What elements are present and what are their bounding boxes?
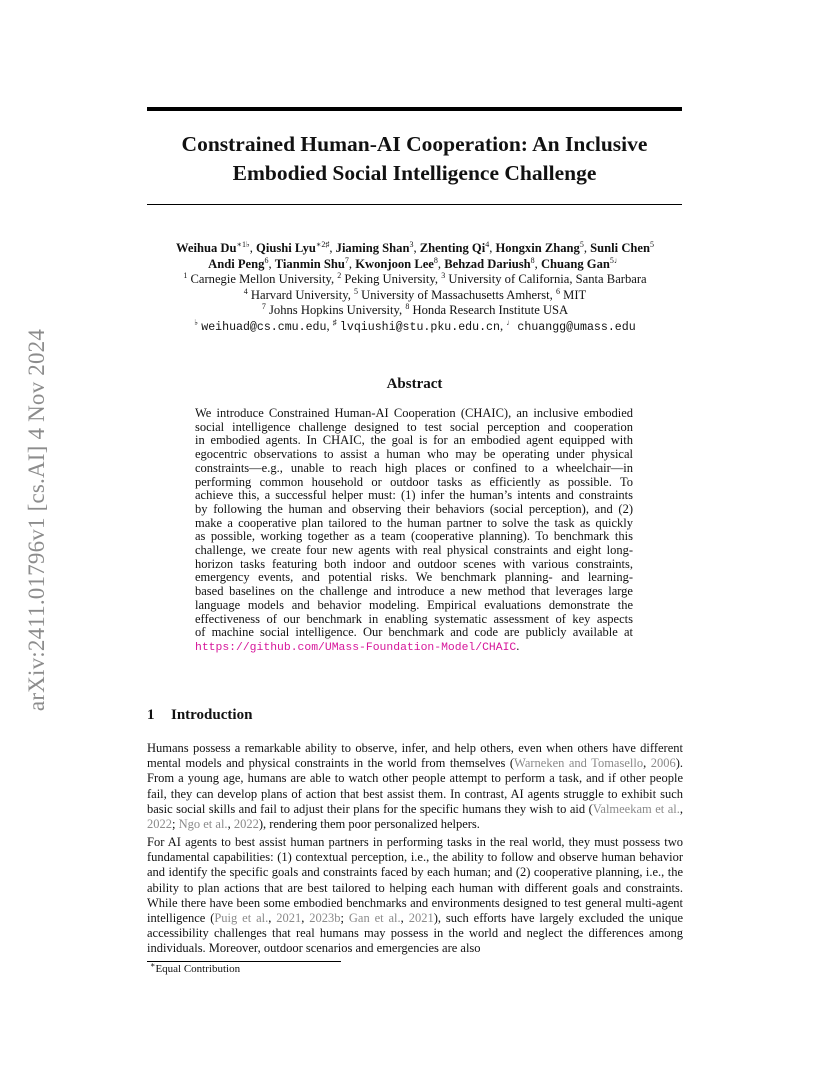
affiliation-name: Carnegie Mellon University	[190, 272, 331, 287]
abstract-line: effectiveness of our benchmark in enabling systematic assessment of key aspects	[195, 611, 633, 626]
citation-link[interactable]: 2022	[147, 817, 172, 832]
author-name: Hongxin Zhang	[495, 241, 580, 255]
author-affiliation-mark: 7	[344, 255, 349, 265]
author-name: Sunli Chen	[590, 241, 651, 255]
citation-link[interactable]: Puig et al.	[214, 911, 269, 926]
citation-link[interactable]: Ngo et al.	[178, 817, 228, 832]
affiliation-name: MIT	[563, 287, 587, 302]
affiliations-line2: $^4$ Harvard University, $^5$ University of Massachusetts Amherst, $^6$ MIT	[243, 286, 587, 302]
author-affiliation-mark: 8	[530, 255, 535, 265]
intro-paragraph-2: For AI agents to best assist human partners in performing tasks in the real world, they must possess two fundamental capabilities: (1) contextual perception, i.e., the ability to follow and observe human behavior and identify the specific goals and constraints faced by each human; and (2) cooperative planning, i.e., the ability to plan actions that are best tailored to helping each human with different goals and constraints. While there have been some embodied benchmarks and environments designed to test general multi-agent intelligence (Puig et al., 2021, 2023b; Gan et al., 2021), such efforts have largely excluded the unique accessibility challenges that real humans may possess in the world and neglect the differences among individuals. Moreover, outdoor scenarios and emergencies are also	[147, 835, 683, 956]
author-name: Zhenting Qi	[419, 241, 486, 255]
title-top-rule	[147, 107, 682, 111]
affiliation-number: 1	[183, 271, 188, 280]
affiliation-name: University of Massachusetts Amherst	[361, 287, 550, 302]
footnote	[150, 960, 241, 975]
citation-link[interactable]: 2006	[650, 756, 676, 771]
email-mark: ♯	[332, 317, 337, 327]
abstract-line: as possible, working together as a team (cooperative planning). To benchmark this	[195, 529, 633, 544]
author-affiliation-mark: 5♩	[609, 255, 622, 265]
abstract-line: https://github.com/UMass-Foundation-Model/CHAIC.	[195, 638, 520, 654]
footnote-rule	[147, 961, 341, 962]
abstract-heading: Abstract	[386, 376, 443, 392]
author-affiliation-mark: 4	[485, 239, 490, 249]
author-name: Kwonjoon Lee	[355, 256, 434, 271]
footnote-text: Equal Contribution	[155, 963, 241, 975]
affiliation-number: 8	[405, 302, 410, 312]
abstract-line: social intelligence challenge designed to test social perception and cooperation	[195, 419, 633, 434]
affiliation-number: 5	[353, 286, 358, 296]
citation-link[interactable]: 2023b	[309, 911, 341, 926]
affiliation-name: Harvard University	[250, 287, 348, 302]
author-name: Jiaming Shan	[335, 241, 410, 255]
abstract-line: by following the human and observing their behaviors (social perception), and (2)	[195, 501, 633, 516]
email-mark: ♭	[194, 317, 199, 327]
author-list-line1: Weihua $Du^{∗1♭}$, Qiushi Lyu$^{∗2♯}$, Jiaming Shan$^3$, Zhenting Qi$^4$, Hongxin Zhang$^5$, Sunli Chen$^5$	[175, 239, 655, 255]
affiliation-name: University of California, Santa Barbara	[448, 272, 647, 287]
abstract-body	[195, 407, 633, 656]
author-block	[130, 241, 700, 336]
abstract-line: language models and behavior modeling. Empirical evaluations demonstrate the	[195, 597, 633, 612]
affiliations-line1: $^1$ Carnegie Mellon University, $^2$ Peking University, $^3$ University of California, Santa Barbara	[183, 271, 647, 287]
section-number: 1	[147, 707, 155, 723]
abstract-line: We introduce Constrained Human-AI Cooperation (CHAIC), an inclusive embodied	[195, 406, 633, 420]
author-email: chuangg@umass.edu	[517, 320, 636, 334]
affiliation-name: Peking University	[344, 272, 435, 287]
abstract-line: emergency events, and potential risks. We benchmark planning- and learning-	[195, 570, 633, 585]
section-title: Introduction	[171, 707, 253, 723]
affiliation-number: 4	[243, 286, 248, 296]
paper-title: Constrained Human-AI Cooperation: An Inclusive Embodied Social Intelligence Challenge	[181, 132, 648, 185]
abstract-line: horizon tasks featuring both indoor and outdoor scenes with various constraints,	[195, 556, 633, 571]
affiliations-line3: $^7$ Johns Hopkins University, $^8$ Honda Research Institute USA	[261, 302, 569, 318]
author-affiliation-mark: 3	[409, 239, 414, 249]
author-emails: ♭ weihuad@cs.cmu.edu, ♯ lvqiushi@stu.pku.edu.cn, ♩ chuangg@umass.edu	[194, 317, 636, 334]
author-name: Weihua Du	[175, 241, 237, 255]
abstract-line: of machine social intelligence. Our benchmark and code are publicly available at	[195, 625, 633, 640]
author-affiliation-mark: 8	[433, 255, 438, 265]
author-email: lvqiushi@stu.pku.edu.cn	[339, 320, 500, 334]
abstract-line: make a cooperative plan tailored to the human partner to solve the task as quickly	[195, 515, 633, 530]
citation-link[interactable]: Gan et al.	[348, 911, 401, 926]
citation-link[interactable]: 2022	[233, 817, 259, 832]
affiliation-name: Honda Research Institute USA	[412, 303, 569, 318]
author-name: Tianmin Shu	[274, 256, 345, 271]
citation-link[interactable]: 2021	[408, 911, 434, 926]
author-affiliation-mark: ∗1♭	[236, 239, 250, 249]
code-link[interactable]: https://github.com/UMass-Foundation-Model/CHAIC	[195, 641, 517, 654]
author-name: Qiushi Lyu	[256, 241, 316, 255]
author-name: Behzad Dariush	[444, 256, 531, 271]
citation-link[interactable]: 2021	[276, 911, 302, 926]
affiliation-name: Johns Hopkins University	[269, 303, 400, 318]
section-heading	[147, 707, 252, 724]
affiliation-number: 2	[337, 271, 342, 280]
author-affiliation-mark: 6	[264, 255, 269, 265]
citation-link[interactable]: Valmeekam et al.	[592, 801, 680, 816]
abstract-line: challenge, we create four new agents with real physical constraints and eight long-	[195, 543, 633, 558]
footnote-mark: ∗	[150, 960, 156, 970]
abstract-line: performing common household or outdoor tasks as efficiently as possible. To	[195, 474, 633, 489]
author-affiliation-mark: ∗2♯	[315, 239, 330, 249]
affiliation-number: 7	[261, 302, 266, 312]
title-bottom-rule	[147, 204, 682, 205]
intro-paragraph-1: Humans possess a remarkable ability to observe, infer, and help others, even when others have different mental models and physical constraints in the world from themselves (Warneken and Tomasello, 2006). From a young age, humans are able to watch other people attempt to perform a task, and if other people fail, they can develop plans of action that best assist them. In contrast, AI agents struggle to exhibit such basic social skills and fail to adjust their plans for the specific humans they wish to aid (Valmeekam et al., 2022; Ngo et al., 2022), rendering them poor personalized helpers.	[147, 741, 683, 832]
email-mark: ♩	[506, 317, 515, 327]
citation-link[interactable]: Warneken and Tomasello	[514, 756, 644, 771]
author-list-line2: Andi Peng$^6$, Tianmin Shu$^7$, Kwonjoon Lee$^8$, Behzad Dariush$^8$, Chuang Gan$^{5♩}$	[208, 255, 622, 271]
author-email: weihuad@cs.cmu.edu	[201, 320, 327, 334]
affiliation-number: 3	[441, 271, 446, 280]
affiliation-number: 6	[555, 286, 560, 296]
abstract-line: egocentric observations to assist a human who may be operating under physical	[195, 447, 633, 462]
abstract-line: in embodied agents. In CHAIC, the goal is for an embodied agent equipped with	[195, 433, 633, 448]
abstract-line: achieve this, a successful helper must: (1) infer the human’s intents and constraints	[195, 488, 633, 503]
author-affiliation-mark: 5	[650, 239, 655, 249]
abstract-line: based baselines on the challenge and introduce a new method that leverages large	[195, 584, 633, 599]
abstract-line: constraints—e.g., unable to reach high places or confined to a wheelchair—in	[195, 460, 633, 475]
author-name: Andi Peng	[208, 256, 265, 271]
author-name: Chuang Gan	[540, 256, 610, 271]
author-affiliation-mark: 5	[579, 239, 584, 249]
